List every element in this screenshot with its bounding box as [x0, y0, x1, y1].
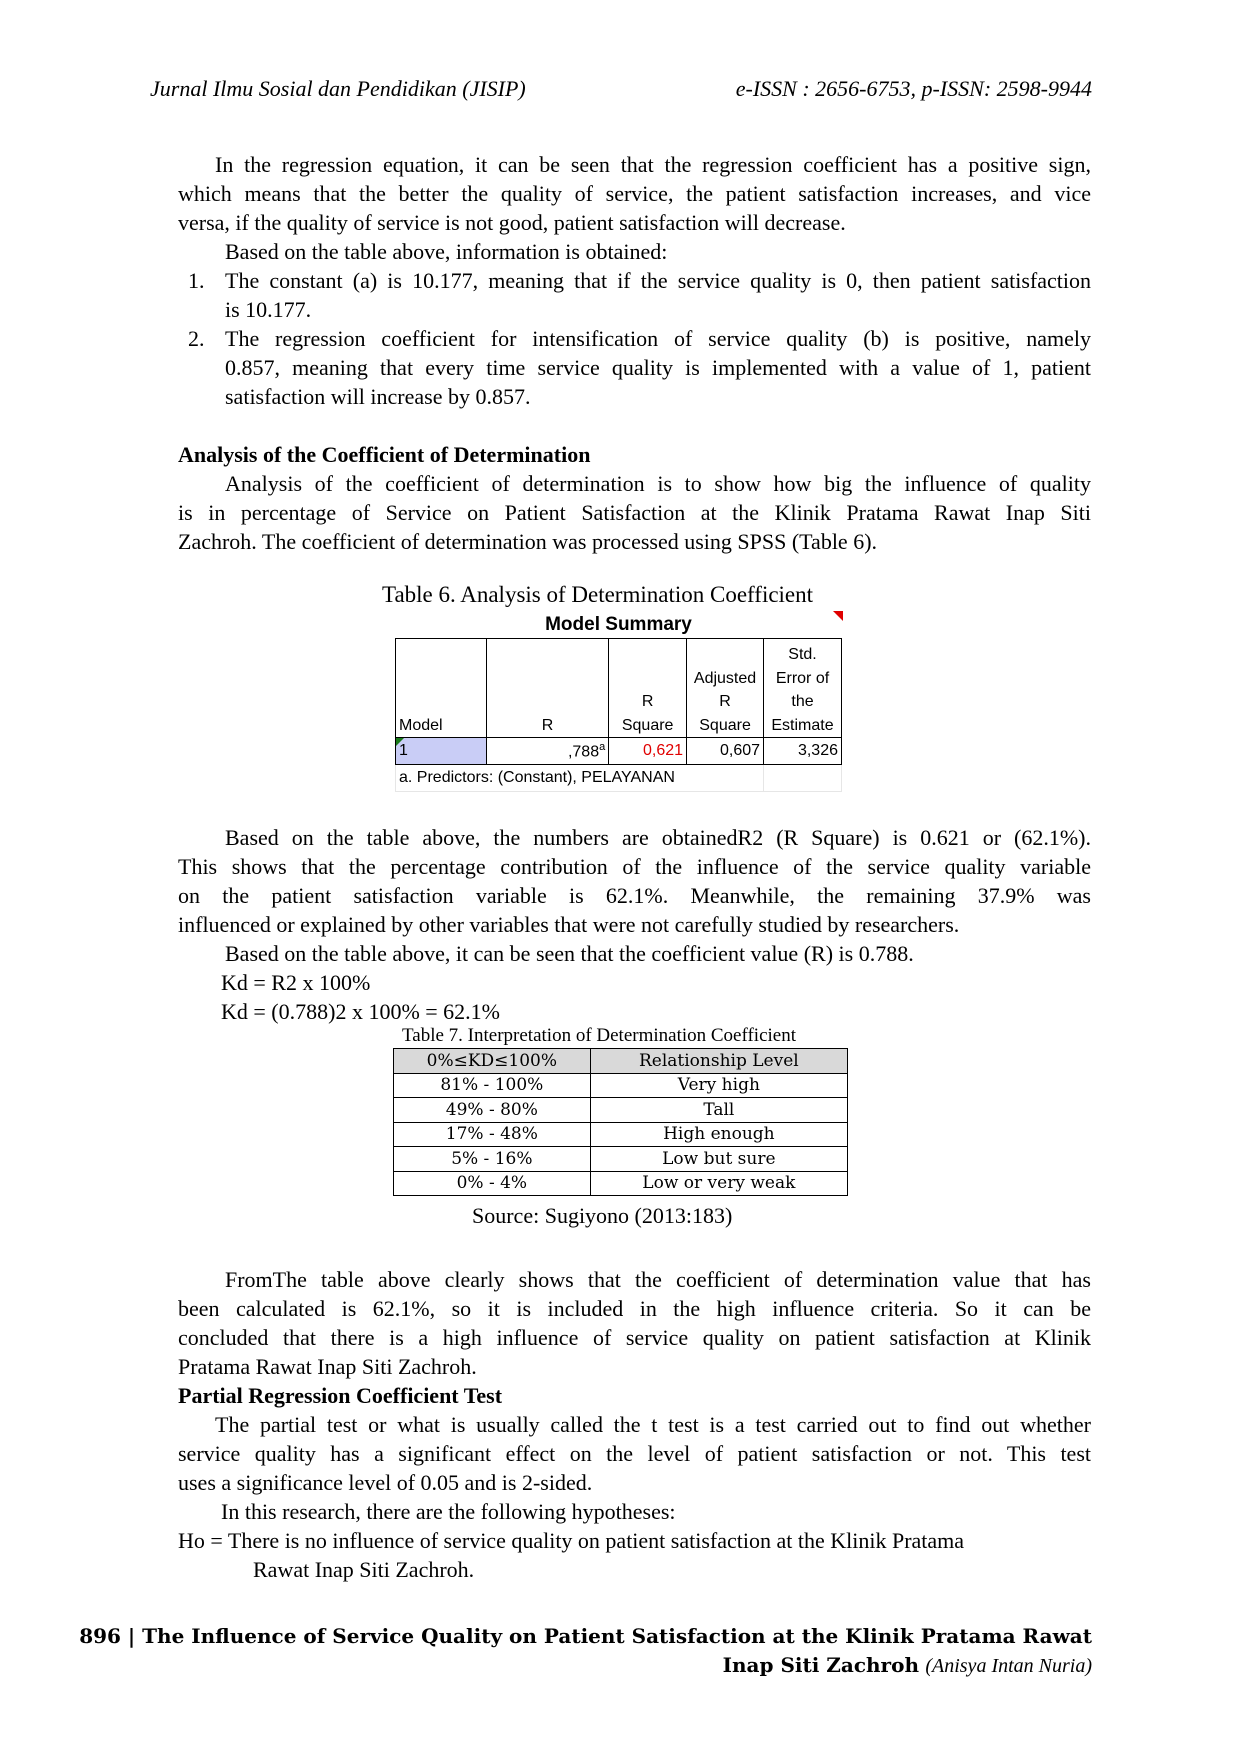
header-model: Model: [396, 639, 487, 738]
para5-line2: been calculated is 62.1%, so it is included in the high influence criteria. So it can be: [178, 1296, 1091, 1321]
section2-line2: service quality has a significant effect on the level of patient satisfaction or not. This test: [178, 1441, 1091, 1466]
table-row-range: 81% - 100%: [394, 1073, 591, 1098]
cell-r: ,788$^a$: [486, 738, 608, 765]
hypothesis-ho-line2: Rawat Inap Siti Zachroh.: [253, 1557, 475, 1582]
para2-intro: Based on the table above, information is obtained:: [225, 239, 668, 264]
table7-caption: Table 7. Interpretation of Determination Coefficient: [402, 1025, 797, 1046]
para1-line1: In the regression equation, it can be seen that the regression coefficient has a positive sign,: [215, 152, 1091, 177]
table-row-level: Low but sure: [590, 1147, 847, 1172]
para5-line4: Pratama Rawat Inap Siti Zachroh.: [178, 1354, 477, 1379]
footer-author: (Anisya Intan Nuria): [925, 1655, 1092, 1677]
model-summary-table: [395, 611, 842, 792]
footnote-empty-cell: [764, 765, 842, 792]
table-row-level: Low or very weak: [590, 1171, 847, 1196]
model-summary-title: Model Summary: [396, 611, 842, 639]
cell-std-error: 3,326: [764, 738, 842, 765]
section1-line2: is in percentage of Service on Patient Satisfaction at the Klinik Pratama Rawat Inap Siti: [178, 500, 1091, 525]
para4: Based on the table above, it can be seen that the coefficient value (R) is 0.788.: [225, 941, 914, 966]
table-row-level: Tall: [590, 1098, 847, 1123]
page-footer: [79, 1622, 1092, 1681]
section2-line1: The partial test or what is usually called the t test is a test carried out to find out whether: [215, 1412, 1091, 1437]
para3-line3: on the patient satisfaction variable is 62.1%. Meanwhile, the remaining 37.9% was: [178, 883, 1091, 908]
table6-footnote: a. Predictors: (Constant), PELAYANAN: [396, 765, 764, 792]
list-num-2: 2.: [188, 326, 205, 351]
cell-marker-icon: [396, 738, 404, 746]
para5-line3: concluded that there is a high influence of service quality on patient satisfaction at Klinik: [178, 1325, 1091, 1350]
section-heading-determination: Analysis of the Coefficient of Determination: [178, 442, 591, 467]
table-row-range: 17% - 48%: [394, 1122, 591, 1147]
table6-caption: Table 6. Analysis of Determination Coefficient: [382, 582, 814, 607]
cell-r-square: 0,621: [609, 738, 687, 765]
section2-line3: uses a significance level of 0.05 and is 2-sided.: [178, 1470, 593, 1495]
page-number: 896: [79, 1624, 121, 1648]
cell-model: 1: [396, 738, 487, 765]
formula-kd-2: Kd = (0.788)2 x 100% = 62.1%: [221, 999, 501, 1024]
issn: e-ISSN : 2656-6753, p-ISSN: 2598-9944: [735, 76, 1092, 101]
section-heading-partial: Partial Regression Coefficient Test: [178, 1383, 503, 1408]
table-row-range: 49% - 80%: [394, 1098, 591, 1123]
table7-source: Source: Sugiyono (2013:183): [472, 1203, 733, 1228]
table-row-range: 0% - 4%: [394, 1171, 591, 1196]
footer-line2: [79, 1651, 1092, 1681]
para3-line2: This shows that the percentage contribution of the influence of the service quality variable: [178, 854, 1091, 879]
header-relationship-level: Relationship Level: [590, 1049, 847, 1074]
table-row-level: Very high: [590, 1073, 847, 1098]
footer-title-1: The Influence of Service Quality on Patient Satisfaction at the Klinik Pratama Rawat: [142, 1624, 1092, 1648]
footer-line1: 896 | The Influence of Service Quality on Patient Satisfaction at the Klinik Pratama Rawat: [79, 1624, 1092, 1648]
hypotheses-intro: In this research, there are the following hypotheses:: [221, 1499, 676, 1524]
section1-line3: Zachroh. The coefficient of determination was processed using SPSS (Table 6).: [178, 529, 878, 554]
list1-line2: is 10.177.: [225, 297, 312, 322]
list-num-1: 1.: [188, 268, 205, 293]
list1-line1: The constant (a) is 10.177, meaning that if the service quality is 0, then patient satisfaction: [225, 268, 1091, 293]
header-kd-range: 0%≤KD≤100%: [394, 1049, 591, 1074]
para5-line1: FromThe table above clearly shows that the coefficient of determination value that has: [225, 1267, 1091, 1292]
footer-title-2: Inap Siti Zachroh: [722, 1653, 919, 1677]
header-std-error: Std. Error of the Estimate: [764, 639, 842, 738]
header-adjusted-r-square: Adjusted R Square: [687, 639, 764, 738]
interpretation-table: [393, 1048, 848, 1196]
para3-line4: influenced or explained by other variables that were not carefully studied by researchers.: [178, 912, 960, 937]
cell-adjusted-r-square: 0,607: [687, 738, 764, 765]
para1-line3: versa, if the quality of service is not good, patient satisfaction will decrease.: [178, 210, 846, 235]
formula-kd-1: Kd = R2 x 100%: [221, 970, 371, 995]
section1-line1: Analysis of the coefficient of determination is to show how big the influence of quality: [225, 471, 1091, 496]
journal-title: Jurnal Ilmu Sosial dan Pendidikan (JISIP): [150, 76, 526, 101]
table-row-level: High enough: [590, 1122, 847, 1147]
table-row-range: 5% - 16%: [394, 1147, 591, 1172]
header-r-square: R Square: [609, 639, 687, 738]
para3-line1: Based on the table above, the numbers are obtainedR2 (R Square) is 0.621 or (62.1%).: [225, 825, 1091, 850]
para1-line2: which means that the better the quality of service, the patient satisfaction increases, and vice: [178, 181, 1091, 206]
list2-line2: 0.857, meaning that every time service quality is implemented with a value of 1, patient: [225, 355, 1091, 380]
hypothesis-ho-line1: Ho = There is no influence of service quality on patient satisfaction at the Klinik Pratama: [178, 1528, 965, 1553]
corner-marker-icon: [833, 611, 843, 621]
list2-line3: satisfaction will increase by 0.857.: [225, 384, 531, 409]
header-r: R: [486, 639, 608, 738]
list2-line1: The regression coefficient for intensification of service quality (b) is positive, namely: [225, 326, 1091, 351]
